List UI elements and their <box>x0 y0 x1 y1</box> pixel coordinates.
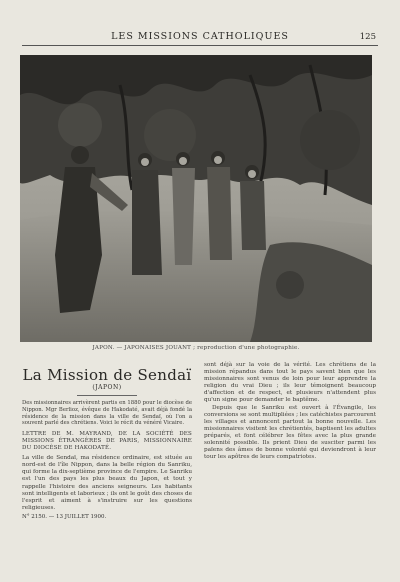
photograph <box>20 55 372 342</box>
article-right-column <box>204 362 376 461</box>
body-paragraph: sont déjà sur la voie de la vérité. Les chrétiens de la mission répandus dans tout le pays savent bien que les missionnaires sont venus de loin pour leur apprendre la religion du vrai Dieu ; ils leur témoignent beaucoup d'affection et de respect, et plusieurs n'attendent plus qu'un signe pour demander le baptême. <box>204 362 376 404</box>
photograph-illustration <box>20 55 372 342</box>
running-head <box>22 31 378 46</box>
running-title: LES MISSIONS CATHOLIQUES <box>111 31 289 42</box>
body-paragraph: La ville de Sendaï, ma résidence ordinaire, est située au nord-est de l'île Nippon, dans la belle région du Sanriku, qui forme la dix-septième province de l'empire. Le Sanriku est l'un des pays les plus beaux du Japon, et tout y rappelle l'histoire des anciens seigneurs. Les habitants sont intelligents et laborieux ; ils ont le goût des choses de l'esprit et aiment à s'instruire sur les questions religieuses. <box>22 455 192 511</box>
article-title: La Mission de Sendaï <box>22 366 192 384</box>
intro-paragraph: Des missionnaires arrivèrent partis en 1880 pour le diocèse de Nippon. Mgr Berlioz, évêque de Hakodaté, avait déjà fondé la résidence de la mission dans la ville de Sendaï, où l'on a souvent parlé des chrétiens. Voici le récit du vénéré Vicaire. <box>22 400 192 427</box>
article-left-column <box>22 366 192 520</box>
article-subtitle: (JAPON) <box>92 384 122 391</box>
figure-caption: JAPON. — JAPONAISES JOUANT ; reproduction d'une photographie. <box>92 345 300 351</box>
title-rule <box>77 395 137 396</box>
page-number: 125 <box>359 32 376 42</box>
letter-heading: LETTRE DE M. MAYRAND, DE LA SOCIÉTÉ DES MISSIONS ÉTRANGÈRES DE PARIS, MISSIONNAIRE DU DIOCÈSE DE HAKODATÉ. <box>22 431 192 452</box>
body-paragraph: Depuis que le Sanriku est ouvert à l'Évangile, les conversions se sont multipliées ; les catéchistes parcourent les villages et annoncent partout la bonne nouvelle. Les missionnaires visitent les chrétientés, baptisent les adultes préparés, et font célébrer les fêtes avec la plus grande solennité possible. Ils prient Dieu de susciter parmi les païens des âmes de bonne volonté qui deviendront à leur tour les apôtres de leurs compatriotes. <box>204 404 376 461</box>
issue-dateline: N° 2150. — 13 JUILLET 1900. <box>22 513 107 520</box>
